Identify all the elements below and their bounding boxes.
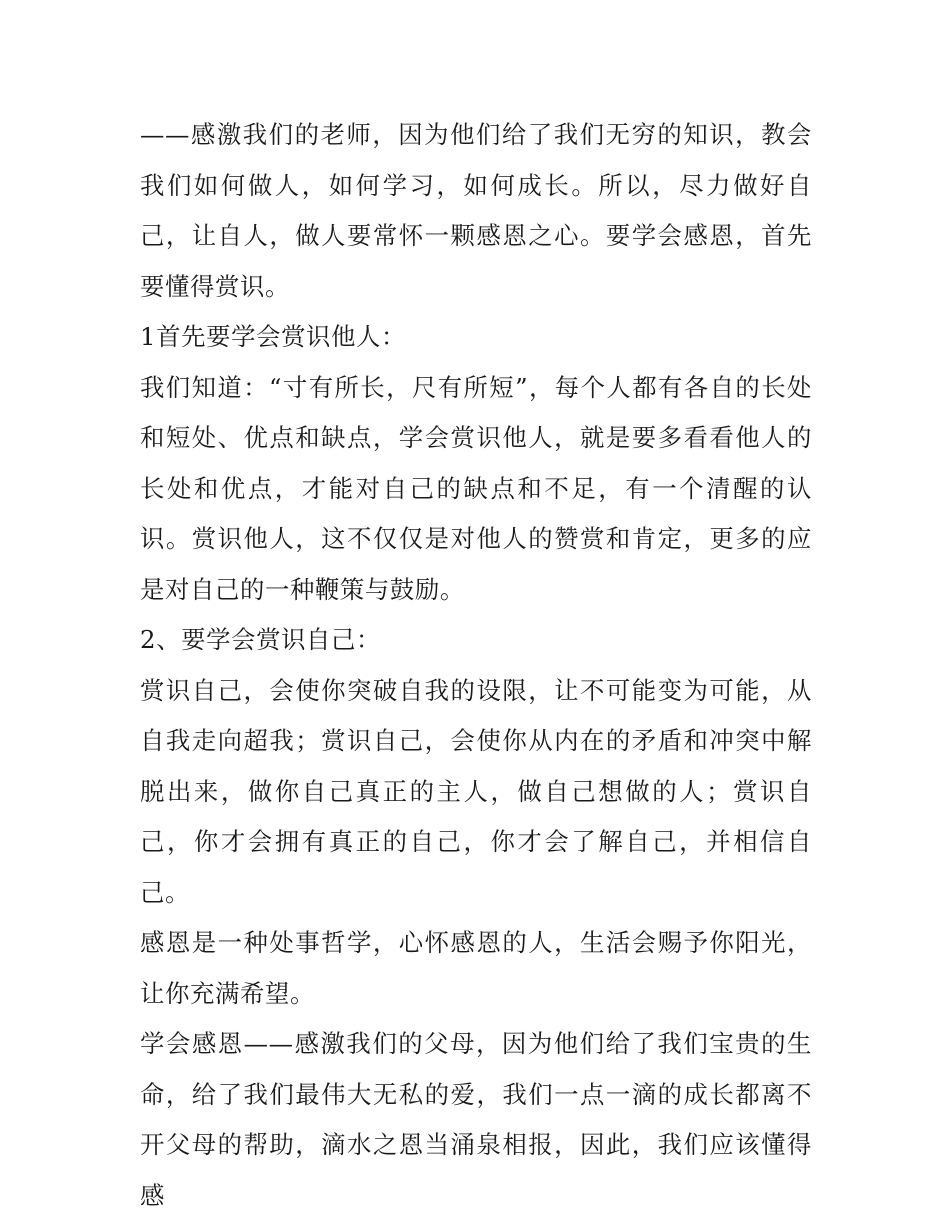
paragraph-parents-gratitude: 学会感恩——感激我们的父母，因为他们给了我们宝贵的生命，给了我们最伟大无私的爱，我们一点一滴的成长都离不开父母的帮助，滴水之恩当涌泉相报，因此，我们应该懂得感 (140, 1029, 812, 1210)
paragraph-appreciate-self: 赏识自己，会使你突破自我的设限，让不可能变为可能，从自我走向超我；赏识自己，会使你从内在的矛盾和冲突中解脱出来，做你自己真正的主人，做自己想做的人；赏识自己，你才会拥有真正的自己，你才会了解自己，并相信自己。 (140, 675, 812, 907)
document-body (140, 110, 812, 1221)
paragraph-teachers-gratitude: ——感激我们的老师，因为他们给了我们无穷的知识，教会我们如何做人，如何学习，如何成长。所以，尽力做好自己，让自人，做人要常怀一颗感恩之心。要学会感恩，首先要懂得赏识。 (140, 120, 812, 301)
heading-appreciate-others: 1首先要学会赏识他人： (140, 322, 407, 351)
heading-appreciate-self: 2、要学会赏识自己： (140, 625, 382, 654)
paragraph-appreciate-others: 我们知道：“寸有所长，尺有所短”，每个人都有各自的长处和短处、优点和缺点，学会赏识他人，就是要多看看他人的长处和优点，才能对自己的缺点和不足，有一个清醒的认识。赏识他人，这不仅仅是对他人的赞赏和肯定，更多的应是对自己的一种鞭策与鼓励。 (140, 372, 812, 604)
paragraph-gratitude-philosophy: 感恩是一种处事哲学，心怀感恩的人，生活会赐予你阳光，让你充满希望。 (140, 928, 812, 1008)
